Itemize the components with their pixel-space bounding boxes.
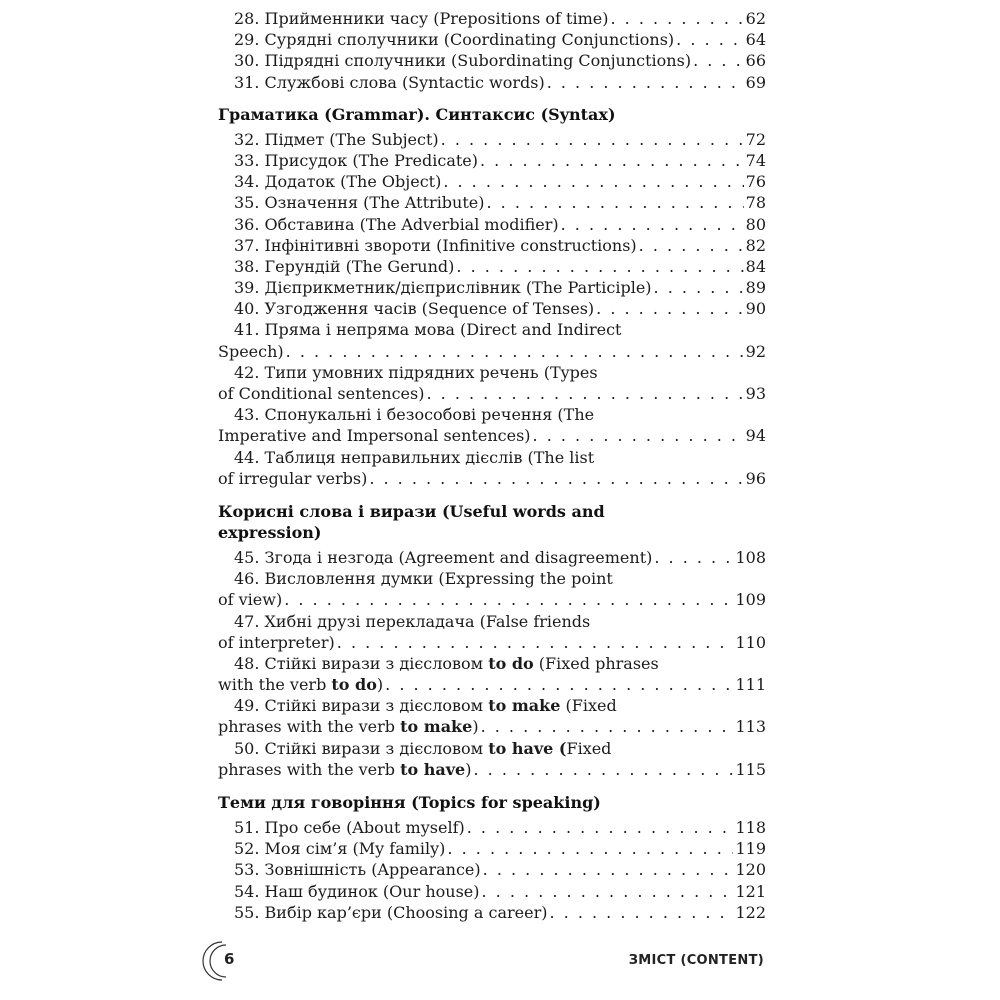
toc-entry-page: 80 [745, 214, 766, 234]
toc-entry [218, 362, 766, 404]
toc-entry-title-line1: 43. Спонукальні і безособові речення (The [234, 405, 595, 425]
toc-entry-page: 110 [735, 632, 766, 652]
toc-entry-page: 76 [745, 172, 766, 192]
toc-entry-page: 89 [745, 278, 766, 298]
toc-entry-page: 94 [745, 426, 766, 446]
toc-entry-page: 121 [735, 881, 766, 901]
dot-leader [549, 902, 733, 923]
toc-entry-title: 53. Зовнішність (Appearance) [234, 860, 481, 880]
dot-leader [654, 547, 733, 568]
title-text: phrases with the verb [218, 717, 401, 737]
title-bold-verb: to do [488, 653, 534, 673]
toc-entry-page: 74 [745, 150, 766, 170]
toc-entry-title: 55. Вибір кар’єри (Choosing a career) [234, 902, 548, 922]
toc-entry-title-line2 [218, 759, 471, 780]
title-text: 48. Стійкі вирази з дієсловом [234, 653, 489, 673]
title-bold-verb: to make [400, 717, 473, 737]
toc-entry-title: 36. Обставина (The Adverbial modifier) [234, 214, 559, 234]
title-text: ) [376, 675, 384, 695]
running-footer-section: ЗМІСТ (CONTENT) [628, 953, 764, 968]
toc-entry-page: 82 [745, 235, 766, 255]
toc-entry-title-line1: 47. Хибні друзі перекладача (False friends [234, 611, 591, 631]
toc-entry [218, 568, 766, 610]
dot-leader [369, 468, 743, 489]
title-text: ) [472, 717, 479, 737]
toc-entry-title: 51. Про себе (About myself) [234, 818, 465, 837]
toc-entry [234, 72, 766, 93]
section-heading: Корисні слова і вирази (Useful words and expression) [218, 501, 605, 542]
toc-entry [234, 235, 766, 256]
title-text: Fixed [566, 738, 612, 758]
toc-entry-title: 45. Згода і незгода (Agreement and disagreement) [234, 547, 653, 567]
dot-leader [443, 171, 743, 192]
toc-entry [234, 150, 766, 171]
toc-entry-title-line1 [234, 738, 766, 759]
toc-entry-title-line2 [218, 674, 383, 695]
toc-entry-page: 115 [735, 759, 766, 779]
dot-leader [610, 8, 743, 29]
dot-leader [441, 129, 744, 150]
toc-entry-continuation [218, 674, 766, 695]
toc-entry-title-line2: Imperative and Impersonal sentences) [218, 426, 531, 446]
toc-entry-page: 120 [735, 860, 766, 880]
toc-entry-continuation [218, 341, 766, 362]
toc-entry [234, 817, 766, 838]
toc-entry [234, 859, 766, 880]
toc-entry-title-line1: 44. Таблиця неправильних дієслів (The list [234, 447, 595, 467]
toc-entry-title: 30. Підрядні сполучники (Subordinating Conjunctions) [234, 51, 692, 71]
toc-entry-title: 34. Додаток (The Object) [234, 172, 442, 192]
toc-entry [234, 902, 766, 923]
toc-entry-title-line2: of irregular verbs) [218, 468, 368, 488]
dot-leader [467, 817, 734, 838]
dot-leader [426, 383, 743, 404]
toc-entry [234, 29, 766, 50]
toc-entry-page: 108 [735, 547, 766, 567]
dot-leader [447, 838, 733, 859]
toc-entry-continuation [218, 589, 766, 610]
dot-leader [639, 235, 744, 256]
toc-entry-page: 84 [745, 256, 766, 276]
toc-entry-title-line1: 42. Типи умовних підрядних речень (Types [234, 362, 598, 382]
dot-leader [482, 881, 734, 902]
title-text: phrases with the verb [218, 759, 401, 779]
dot-leader [561, 214, 744, 235]
toc-section-entries [218, 547, 766, 780]
toc-entry [218, 738, 766, 780]
toc-entry [234, 8, 766, 29]
title-text: 50. Стійкі вирази з дієсловом [234, 738, 489, 758]
toc-entry [234, 277, 766, 298]
toc-entry [234, 214, 766, 235]
toc-entry [218, 695, 766, 737]
toc-entry-title: 37. Інфінітивні звороти (Infinitive constructions) [234, 235, 637, 255]
toc-entry-title-line1: 46. Висловлення думки (Expressing the point [234, 569, 613, 589]
toc-entry-page: 66 [745, 51, 766, 71]
toc-entry-title-line1 [234, 695, 766, 716]
toc-entry-page: 90 [745, 299, 766, 319]
toc-entry [218, 653, 766, 695]
title-text: (Fixed phrases [533, 653, 659, 673]
toc-entry-title-line2: of view) [218, 590, 283, 610]
toc-entry-title-line2: of interpreter) [218, 632, 335, 652]
toc-entry-title: 32. Підмет (The Subject) [234, 129, 439, 149]
dot-leader [533, 425, 744, 446]
title-bold-verb: to make [488, 696, 561, 716]
toc-entry [218, 319, 766, 361]
toc-entry-continuation [218, 383, 766, 404]
toc-entry-title: 29. Сурядні сполучники (Coordinating Conjunctions) [234, 30, 675, 50]
toc-entry [234, 129, 766, 150]
toc-entry-title-line2: Speech) [218, 341, 284, 361]
toc-entry [234, 192, 766, 213]
toc-entry-title-line2: of Conditional sentences) [218, 384, 425, 403]
dot-leader [456, 256, 743, 277]
table-of-contents [218, 8, 766, 923]
toc-entry [234, 838, 766, 859]
toc-section-entries [218, 129, 766, 489]
dot-leader [473, 759, 733, 780]
toc-entry-page: 62 [745, 9, 766, 28]
title-bold-verb: to have [400, 759, 466, 779]
toc-entry [234, 298, 766, 319]
toc-entry-title: 31. Службові слова (Syntactic words) [234, 72, 545, 92]
toc-entry-page: 69 [745, 72, 766, 92]
toc-entry-continuation [218, 759, 766, 780]
section-heading: Теми для говоріння (Topics for speaking) [218, 793, 601, 812]
toc-entry-page: 111 [735, 675, 766, 695]
toc-entry [234, 171, 766, 192]
toc-entry-continuation [218, 425, 766, 446]
dot-leader [693, 50, 744, 71]
toc-entry [234, 256, 766, 277]
title-text: ) [465, 759, 472, 779]
toc-entry-title: 35. Означення (The Attribute) [234, 193, 485, 213]
toc-entry-title: 52. Моя сім’я (My family) [234, 839, 446, 859]
title-text: (Fixed [560, 696, 617, 716]
title-bold-verb: to do [331, 675, 377, 695]
toc-entry-title-line1 [234, 653, 766, 674]
toc-entry-page: 118 [735, 818, 766, 837]
toc-entry-page: 119 [735, 839, 766, 859]
toc-entry [234, 547, 766, 568]
dot-leader [385, 674, 733, 695]
toc-entry [234, 50, 766, 71]
dot-leader [483, 859, 734, 880]
dot-leader [547, 72, 744, 93]
toc-entry-title: 40. Узгодження часів (Sequence of Tenses) [234, 299, 595, 319]
dot-leader [481, 716, 734, 737]
dot-leader [676, 29, 743, 50]
toc-section-entries [234, 817, 766, 923]
toc-entry-page: 113 [735, 717, 766, 737]
toc-entry-page: 122 [735, 902, 766, 922]
dot-leader [654, 277, 744, 298]
toc-entry-title-line2 [218, 716, 479, 737]
toc-entry-page: 93 [745, 384, 766, 403]
toc-entry-continuation [218, 468, 766, 489]
toc-section-entries [234, 8, 766, 93]
toc-entry-page: 72 [745, 129, 766, 149]
toc-entry-page: 92 [745, 341, 766, 361]
toc-entry-page: 96 [745, 468, 766, 488]
dot-leader [286, 341, 744, 362]
title-bold-verb: to have ( [488, 738, 567, 758]
toc-entry-title: 33. Присудок (The Predicate) [234, 150, 478, 170]
title-text: 49. Стійкі вирази з дієсловом [234, 696, 489, 716]
toc-entry [218, 611, 766, 653]
toc-entry-continuation [218, 716, 766, 737]
toc-entry-title: 38. Герундій (The Gerund) [234, 256, 455, 276]
dot-leader [596, 298, 743, 319]
toc-entry-page: 64 [745, 30, 766, 50]
toc-entry-title-line1: 41. Пряма і непряма мова (Direct and Indirect [234, 320, 622, 340]
toc-entry-page: 78 [745, 193, 766, 213]
toc-entry [218, 447, 766, 489]
toc-entry-continuation [218, 632, 766, 653]
dot-leader [337, 632, 734, 653]
toc-entry-title: 39. Дієприкметник/дієприслівник (The Participle) [234, 278, 652, 298]
toc-entry-page: 109 [735, 590, 766, 610]
toc-entry [218, 404, 766, 446]
title-text: with the verb [218, 675, 332, 695]
page-corner-arc-icon [200, 938, 246, 984]
dot-leader [480, 150, 744, 171]
toc-entry-title: 54. Наш будинок (Our house) [234, 881, 480, 901]
dot-leader [284, 589, 733, 610]
section-heading: Граматика (Grammar). Синтаксис (Syntax) [218, 104, 616, 124]
toc-entry [234, 881, 766, 902]
toc-entry-title: 28. Прийменники часу (Prepositions of time) [234, 9, 609, 28]
dot-leader [487, 192, 744, 213]
page-number: 6 [224, 950, 235, 968]
